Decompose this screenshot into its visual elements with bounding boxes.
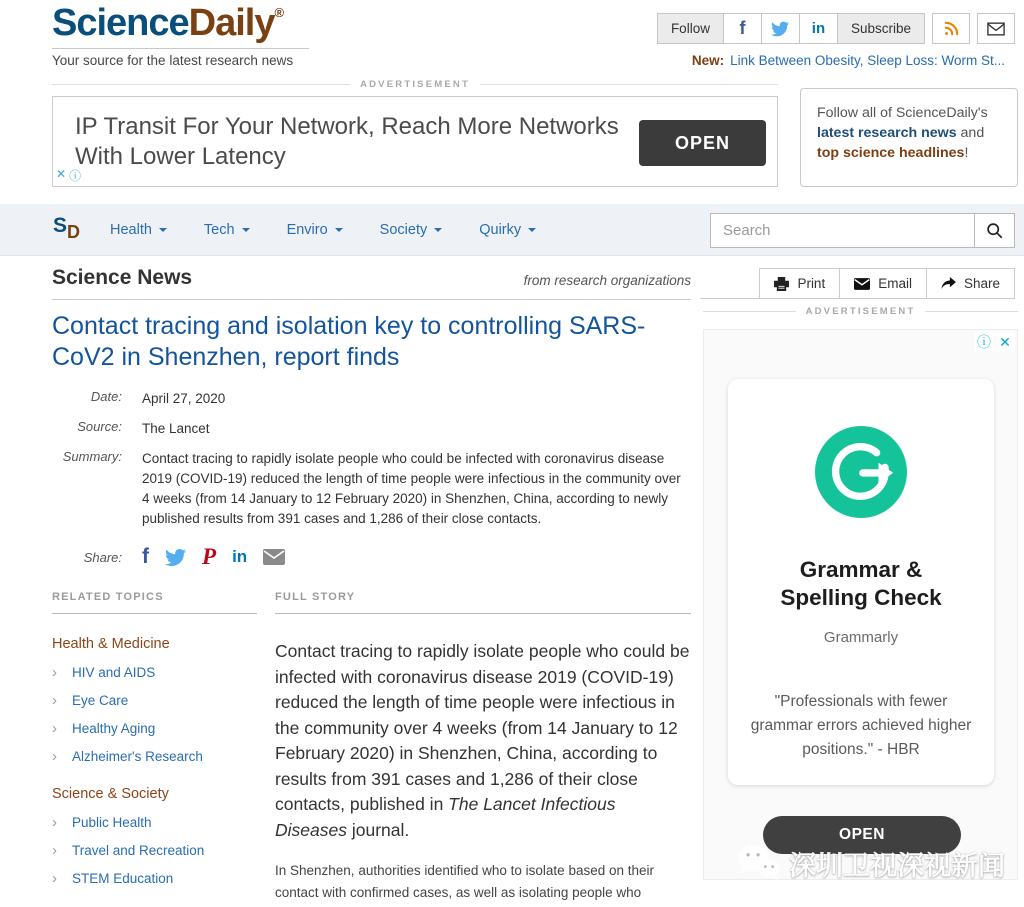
pinterest-icon[interactable]: P [202,544,217,569]
full-story [275,591,691,904]
nav-item-health[interactable]: Health [110,222,167,238]
topic-link-alzheimers-research[interactable]: › Alzheimer's Research [52,748,203,765]
site-tagline: Your source for the latest research news [52,53,294,68]
chevron-right-icon: › [52,748,57,765]
chevron-right-icon: › [52,664,57,681]
topic-link-public-health[interactable]: › Public Health [52,814,152,831]
rss-icon[interactable] [932,13,970,44]
topic-link-eye-care[interactable]: › Eye Care [52,692,129,709]
topic-link-hiv-aids[interactable]: › HIV and AIDS [52,664,156,681]
source-value: The Lancet [142,421,210,436]
wechat-icon [736,843,782,883]
summary-row [52,449,691,529]
follow-button[interactable]: Follow [658,14,724,43]
ad-close-icon[interactable]: ✕ [995,332,1015,352]
site-logo[interactable] [52,2,284,45]
sidebar-ad[interactable] [703,329,1018,880]
wechat-watermark [736,843,1005,883]
email-icon[interactable] [977,13,1015,44]
story-lead-paragraph: Contact tracing to rapidly isolate people who could be infected with coronavirus disease 2019 (COVID-19) reduced the length of time people were infectious in the community over 4 weeks (from 14 January to 12 February 2020) in Shenzhen, China, according to results from 391 cases and 1,286 of their close contacts, published in The Lancet Infectious Diseases journal. [275,641,690,840]
subscribe-button[interactable]: Subscribe [838,14,924,43]
registered-mark: ® [274,5,285,20]
follow-promo-box: Follow all of ScienceDaily's latest research news and top science headlines! [800,88,1018,187]
search-bar [710,213,1015,248]
social-button-group [657,13,925,44]
print-icon [774,277,789,291]
logo-science: Science [52,2,189,44]
nav-menu [110,204,573,256]
search-icon [986,222,1003,239]
section-header [52,266,691,300]
nav-item-enviro[interactable]: Enviro [287,222,343,238]
new-headline-bar [692,53,1005,68]
chevron-right-icon: › [52,842,57,859]
caret-down-icon [528,228,536,232]
ad-open-button[interactable]: OPEN [763,816,961,854]
grammarly-ad-card [728,379,994,785]
chevron-right-icon: › [52,814,57,831]
share-icons [142,544,285,570]
top-ad-label-row [52,79,778,90]
chevron-right-icon: › [52,870,57,887]
adchoices-info-icon[interactable]: ⓘ [974,332,994,352]
new-label: New: [691,53,725,68]
summary-label: Summary: [62,449,122,464]
sd-logo[interactable]: SD [53,214,81,242]
date-label: Date: [90,389,122,404]
nav-item-quirky[interactable]: Quirky [479,222,536,238]
ad-open-button[interactable]: OPEN [639,120,766,166]
email-button[interactable]: Email [839,268,927,299]
nav-item-society[interactable]: Society [380,222,443,238]
share-arrow-icon [941,277,956,290]
caret-down-icon [434,228,442,232]
follow-promo-text: Follow all of ScienceDaily's [817,105,988,121]
logo-daily: Daily [188,2,275,44]
logo-divider [52,48,309,49]
advertisement-label: ADVERTISEMENT [805,306,916,317]
search-button[interactable] [974,213,1015,248]
top-ad-banner[interactable] [52,96,778,187]
topic-link-travel-recreation[interactable]: › Travel and Recreation [52,842,205,859]
watermark-text: 深圳卫视深视新闻 [789,850,1005,881]
article-title: Contact tracing and isolation key to controlling SARS-CoV2 in Shenzhen, report finds [52,312,646,371]
linkedin-icon[interactable]: in [800,14,838,43]
topic-link-stem-education[interactable]: › STEM Education [52,870,174,887]
date-value: April 27, 2020 [142,391,226,406]
linkedin-icon[interactable]: in [232,547,248,566]
topic-link-healthy-aging[interactable]: › Healthy Aging [52,720,156,737]
adchoices-controls [56,167,81,184]
topic-group-health-medicine[interactable]: Health & Medicine [52,636,170,652]
latest-research-news-link[interactable]: latest research news [817,125,957,141]
related-topics [52,591,257,886]
share-label: Share: [83,549,122,565]
facebook-icon[interactable]: f [142,545,149,568]
related-topics-heading: RELATED TOPICS [52,591,257,614]
caret-down-icon [242,228,250,232]
email-icon [854,278,870,290]
source-label: Source: [77,419,122,434]
grammarly-logo [815,426,907,518]
topic-group-science-society[interactable]: Science & Society [52,786,169,802]
page-title: Science News [52,266,193,289]
journal-name: The Lancet Infectious Diseases [275,794,616,840]
ad-close-icon[interactable]: ✕ [56,167,67,181]
ad-quote: "Professionals with fewer grammar errors achieved higher positions." - HBR [750,693,972,758]
ad-title: Grammar & Spelling Check [780,557,942,610]
nav-item-tech[interactable]: Tech [204,222,250,238]
source-row [52,419,691,439]
actions-divider [700,298,801,299]
sidebar-ad-controls [974,332,1015,352]
main-navbar [0,204,1024,256]
twitter-icon[interactable] [165,547,186,568]
article-actions [760,268,1015,299]
print-button[interactable]: Print [759,268,840,299]
caret-down-icon [335,228,343,232]
chevron-right-icon: › [52,692,57,709]
header-social-bar [657,13,1015,44]
date-row [52,389,691,409]
adchoices-info-icon[interactable]: ⓘ [69,169,82,183]
story-paragraph-2: In Shenzhen, authorities identified who to isolate based on their contact with confirmed cases, as well as isolating people who [275,863,655,900]
summary-value: Contact tracing to rapidly isolate people who could be infected with coronavirus disease 2019 (COVID-19) reduced the length of time people were infectious in the community over 4 weeks (from 14 January to 12 February 2020) in Shenzhen, China, according to newly published results from 391 cases and 1,286 of their close contacts. [142,451,681,526]
facebook-icon[interactable]: f [724,14,762,43]
search-input[interactable] [710,213,975,248]
full-story-heading: FULL STORY [275,591,691,614]
advertisement-label: ADVERTISEMENT [360,79,470,90]
ad-brand: Grammarly [823,629,899,646]
ad-headline: IP Transit For Your Network, Reach More Networks With Lower Latency [75,113,619,170]
section-note: from research organizations [523,273,691,288]
sidebar-ad-label-row [703,306,1018,317]
share-button[interactable]: Share [926,268,1015,299]
top-science-headlines-link[interactable]: top science headlines [817,145,965,161]
new-headline-link[interactable]: Link Between Obesity, Sleep Loss: Worm St... [730,53,1005,68]
caret-down-icon [159,228,167,232]
share-row [52,544,691,570]
twitter-icon[interactable] [762,14,800,43]
chevron-right-icon: › [52,720,57,737]
email-icon[interactable] [263,549,285,565]
